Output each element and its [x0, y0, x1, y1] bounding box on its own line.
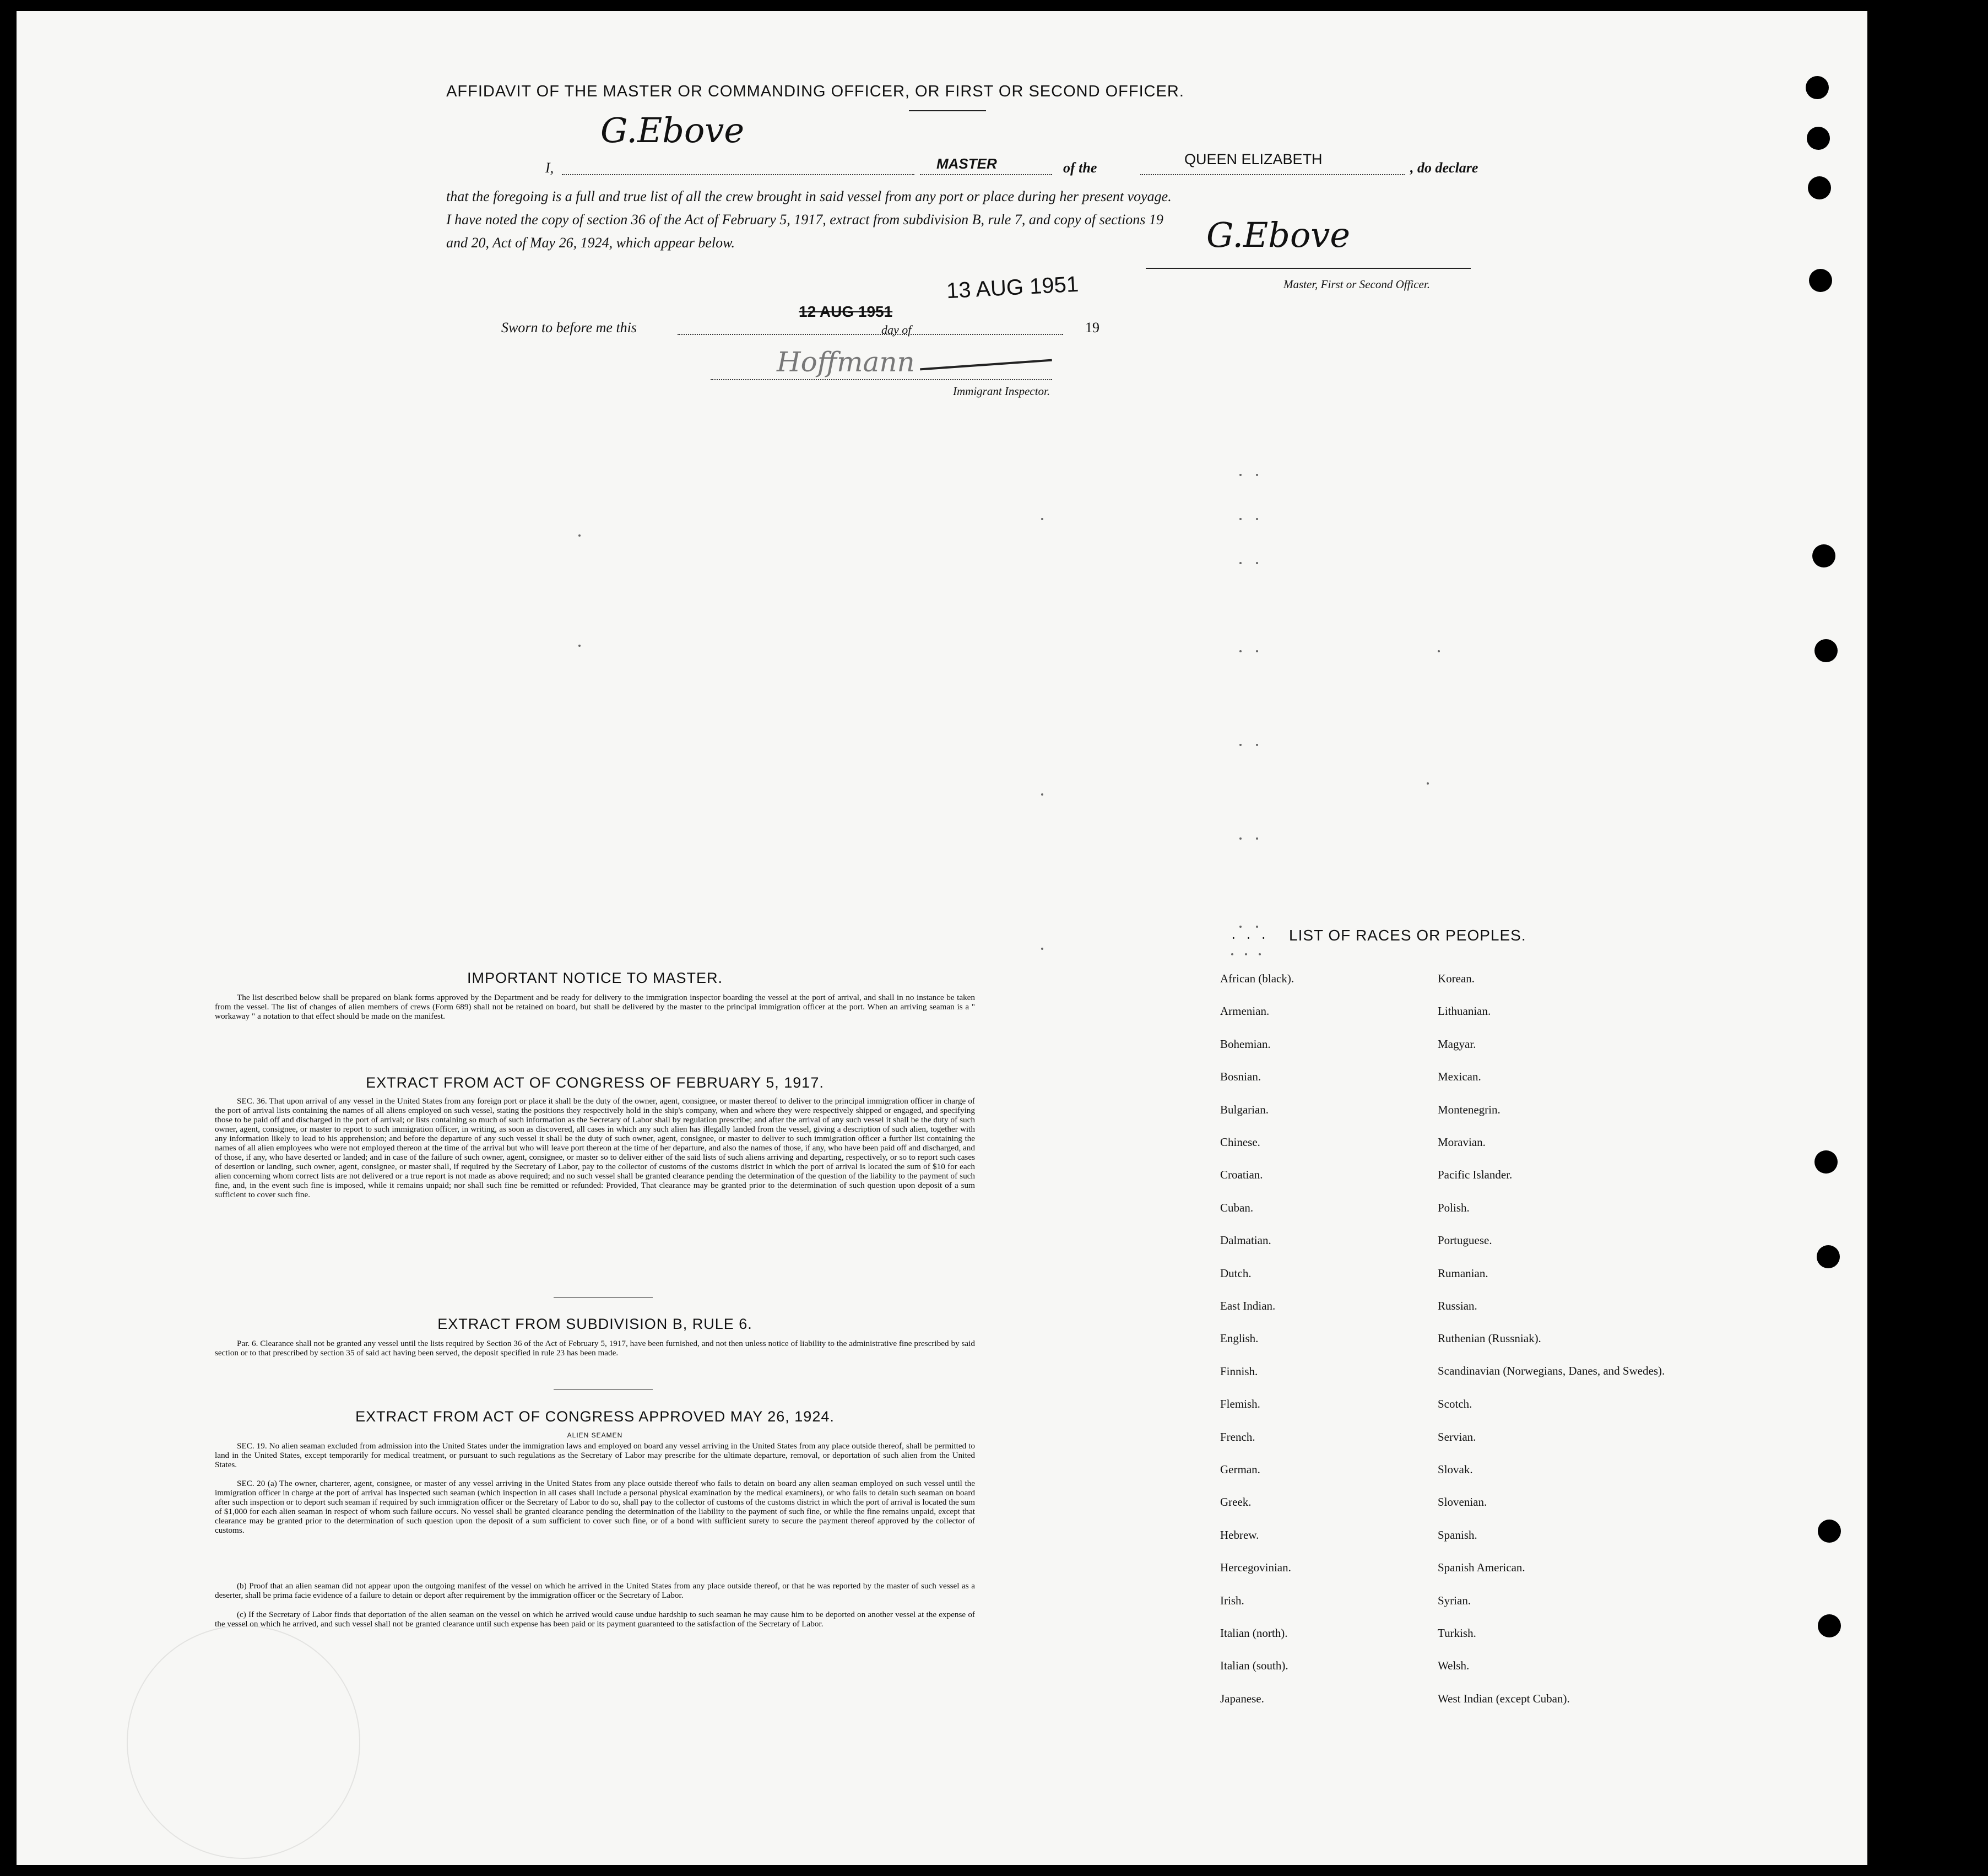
dot: [1239, 744, 1242, 746]
dot: [1245, 953, 1247, 955]
race-item: Magyar.: [1438, 1037, 1476, 1051]
race-item: Moravian.: [1438, 1136, 1486, 1149]
race-item: West Indian (except Cuban).: [1438, 1691, 1570, 1705]
officer-signature: G.Ebove: [1206, 215, 1351, 255]
dot: [1256, 744, 1258, 746]
extract-1924-title: EXTRACT FROM ACT OF CONGRESS APPROVED MAY 26, 1924.: [355, 1408, 835, 1425]
race-item: Scandinavian (Norwegians, Danes, and Swedes).: [1438, 1364, 1665, 1377]
year-suffix: 19: [1085, 320, 1099, 336]
dot: [1256, 474, 1258, 476]
race-item: French.: [1220, 1430, 1255, 1444]
punch-hole: [1818, 1520, 1841, 1543]
punch-hole: [1807, 127, 1830, 150]
sworn-label: Sworn to before me this: [501, 320, 637, 336]
do-declare: , do declare: [1410, 160, 1478, 176]
inspector-flourish: [920, 359, 1052, 371]
race-item: German.: [1220, 1463, 1260, 1476]
rank-value: MASTER: [936, 155, 997, 172]
dot: [1239, 650, 1242, 652]
race-item: English.: [1220, 1332, 1259, 1345]
punch-hole: [1806, 76, 1829, 99]
dot: [1256, 518, 1258, 520]
race-item: East Indian.: [1220, 1299, 1276, 1312]
officer-caption: Master, First or Second Officer.: [1283, 278, 1430, 291]
notice-title: IMPORTANT NOTICE TO MASTER.: [467, 970, 723, 986]
affidavit-body-line2: I have noted the copy of section 36 of the Act of February 5, 1917, extract from subdivision B, rule 7, and copy of sections 19: [446, 212, 1163, 228]
inspector-caption: Immigrant Inspector.: [953, 385, 1050, 398]
race-item: Italian (south).: [1220, 1659, 1288, 1673]
faint-seal-stamp: [127, 1625, 360, 1859]
name-line: [562, 174, 914, 175]
race-item: Portuguese.: [1438, 1234, 1492, 1247]
race-item: Rumanian.: [1438, 1266, 1488, 1280]
race-item: Irish.: [1220, 1593, 1244, 1607]
race-item: Spanish American.: [1438, 1561, 1525, 1575]
race-item: Polish.: [1438, 1201, 1470, 1214]
punch-hole: [1808, 176, 1831, 199]
race-item: Dutch.: [1220, 1266, 1252, 1280]
race-item: Bulgarian.: [1220, 1102, 1269, 1116]
rank-line: [920, 174, 1052, 175]
dot: [1239, 562, 1242, 564]
race-item: African (black).: [1220, 972, 1294, 985]
race-item: Servian.: [1438, 1430, 1476, 1444]
race-item: Bohemian.: [1220, 1037, 1271, 1051]
dot: [1239, 926, 1242, 928]
race-item: Russian.: [1438, 1299, 1477, 1312]
dot: [1427, 782, 1429, 785]
extract-1917-title: EXTRACT FROM ACT OF CONGRESS OF FEBRUARY 5, 1917.: [366, 1074, 824, 1091]
race-item: Japanese.: [1220, 1691, 1264, 1705]
race-item: Hercegovinian.: [1220, 1561, 1291, 1575]
race-item: Croatian.: [1220, 1168, 1263, 1182]
punch-hole: [1814, 639, 1838, 662]
extract-1917-text: SEC. 36. That upon arrival of any vessel in the United States from any foreign port or place it shall be the duty of the owner, agent, consignee, or master thereof to deliver to the principal immigration officer in charge of the port of arrival lists containing the names of all aliens employed on such vessel, stating the positions they respectively hold in the ship's company, when and where they were respectively shipped or engaged, and specifying those to be paid off and discharged in the port of arrival; or lists containing so much of such information as the Secretary of Labor shall by regulation prescribe; and after the arrival of any such vessel it shall be the duty of such owner, agent, consignee, or master to report to such immigration officer, in writing, as soon as discovered, all cases in which any such alien has illegally landed from the vessel, giving a description of such alien, together with any information likely to lead to his apprehension; and before the departure of any such vessel it shall be the duty of such owner, agent, consignee, or master to deliver to such immigration officer a further list containing the names of all alien employees who were not employed thereon at the time of the arrival but who will leave port thereon at the time of her departure, and also the names of those, if any, who have been paid off and discharged, and of those, if any, who have deserted or landed; and in case of the failure of such owner, agent, consignee, or master so to deliver either of the said lists of such aliens arriving and departing, respectively, or so to report such cases of desertion or landing, such owner, agent, consignee, or master shall, if required by the Secretary of Labor, pay to the collector of customs of the customs district in which the port of arrival is located the sum of $10 for each alien concerning whom correct lists are not delivered or a true report is not made as above required; and no such vessel shall be granted clearance pending the determination of the question of the liability to the payment of such fine, and, in the event such fine is imposed, while it remains unpaid; nor shall such fine be remitted or refunded: Provided, That clearance may be granted prior to the determination of such question upon deposit of a sum sufficient to cover such fine.: [215, 1096, 975, 1199]
dot: [1256, 926, 1258, 928]
alien-seamen-subtitle: ALIEN SEAMEN: [567, 1431, 623, 1439]
officer-signature-line: [1146, 268, 1471, 269]
dot: [1231, 953, 1233, 955]
punch-hole: [1817, 1245, 1840, 1268]
extract-1924-sec20c: (c) If the Secretary of Labor finds that deportation of the alien seaman on the vessel on which he arrived would cause undue hardship to such seaman he may cause him to be deported on another vessel at the expense of the vessel on which he arrived, and such vessel shall not be granted clearance until such expense has been paid or its payment guaranteed to the satisfaction of the Secretary of Labor.: [215, 1610, 975, 1629]
punch-hole: [1812, 544, 1835, 567]
day-of-label: day of: [881, 323, 912, 337]
race-item: Turkish.: [1438, 1626, 1476, 1640]
race-item: Scotch.: [1438, 1397, 1472, 1411]
dot: [1041, 793, 1043, 796]
dot: [1256, 837, 1258, 840]
i-label: I,: [545, 160, 554, 176]
race-item: Bosnian.: [1220, 1070, 1261, 1084]
notice-text: The list described below shall be prepared on blank forms approved by the Department and be ready for delivery to the immigration inspector boarding the vessel at the port of arrival, and shall in no instance be taken from the vessel. The list of changes of alien members of crews (Form 689) shall not be retained on board, but shall be delivered by the master to the principal immigration officer at the port. When an arriving seaman is a " workaway " a notation to that effect should be made on the manifest.: [215, 993, 975, 1021]
race-item: Italian (north).: [1220, 1626, 1288, 1640]
inspector-signature: Hoffmann: [777, 346, 915, 378]
race-item: Spanish.: [1438, 1528, 1477, 1542]
dot: [1041, 518, 1043, 520]
race-item: Dalmatian.: [1220, 1234, 1271, 1247]
race-item: Hebrew.: [1220, 1528, 1259, 1542]
extract-1924-sec20a: SEC. 20 (a) The owner, charterer, agent, consignee, or master of any vessel arriving in the United States from any place outside thereof who fails to detain on board any alien seaman employed on such vessel until the immigration officer in charge at the port of arrival has inspected such seaman (which inspection in all cases shall include a personal physical examination by the medical examiners), or who fails to detain such seaman on board after such inspection or to deport such seaman if required by such immigration officer or the Secretary of Labor to do so, shall pay to the collector of customs of the customs district in which the port of arrival is located the sum of $1,000 for each alien seaman in respect of whom such failure occurs. No vessel shall be granted clearance pending the determination of the liability to the payment of such fine, or while the fine remains unpaid, except that clearance may be granted prior to the determination of such question upon the deposit of a sum sufficient to cover such fine, or of a bond with sufficient surety to secure the payment thereof approved by the collector of customs.: [215, 1479, 975, 1535]
race-item: Chinese.: [1220, 1136, 1260, 1149]
race-item: Greek.: [1220, 1495, 1252, 1509]
race-item: Pacific Islander.: [1438, 1168, 1513, 1182]
race-item: Armenian.: [1220, 1004, 1270, 1018]
dot: [1239, 518, 1242, 520]
race-item: Korean.: [1438, 972, 1475, 985]
race-item: Slovak.: [1438, 1463, 1473, 1476]
stamp-date: 13 AUG 1951: [945, 272, 1080, 304]
extract-1924-sec20b: (b) Proof that an alien seaman did not appear upon the outgoing manifest of the vessel on which he arrived in the United States from any place outside thereof, or that he was reported by the master of such vessel as a deserter, shall be prima facie evidence of a failure to detain or deport after requirement by the immigration officer or the Secretary of Labor.: [215, 1581, 975, 1600]
dot: [1041, 948, 1043, 950]
race-item: Ruthenian (Russniak).: [1438, 1332, 1541, 1345]
dot: [1239, 837, 1242, 840]
dot: [578, 534, 581, 537]
title-rule: [909, 110, 986, 111]
dot: [1438, 650, 1440, 652]
dot: [578, 645, 581, 647]
affidavit-body-line3: and 20, Act of May 26, 1924, which appear below.: [446, 235, 735, 251]
affidavit-title: AFFIDAVIT OF THE MASTER OR COMMANDING OFFICER, OR FIRST OR SECOND OFFICER.: [446, 83, 1184, 100]
race-item: Mexican.: [1438, 1070, 1481, 1084]
sworn-line: [678, 334, 1063, 335]
of-the-label: of the: [1063, 160, 1097, 176]
dot: [1259, 953, 1261, 955]
race-item: Cuban.: [1220, 1201, 1254, 1214]
rule6-text: Par. 6. Clearance shall not be granted any vessel until the lists required by Section 36 of the Act of February 5, 1917, have been furnished, and not then unless notice of liability to the administrative fine prescribed by said section or to that prescribed by section 35 of said act having been served, the deposit specified in rule 23 has been made.: [215, 1339, 975, 1358]
dot: [1239, 474, 1242, 476]
rule6-title: EXTRACT FROM SUBDIVISION B, RULE 6.: [437, 1316, 752, 1332]
master-signature: G.Ebove: [600, 110, 745, 150]
punch-hole: [1814, 1150, 1838, 1174]
race-item: Montenegrin.: [1438, 1102, 1501, 1116]
struck-date: 12 AUG 1951: [799, 303, 893, 320]
extract-1924-sec19: SEC. 19. No alien seaman excluded from admission into the United States under the immigration laws and employed on board any vessel arriving in the United States from any place outside thereof, shall be permitted to land in the United States, except temporarily for medical treatment, or pursuant to such regulations as the Secretary of Labor may prescribe for the ultimate departure, removal, or deportation of such alien from the United States.: [215, 1441, 975, 1469]
dot: [1256, 650, 1258, 652]
race-item: Lithuanian.: [1438, 1004, 1491, 1018]
punch-hole: [1809, 269, 1832, 292]
race-item: Syrian.: [1438, 1593, 1471, 1607]
vessel-name: QUEEN ELIZABETH: [1184, 151, 1323, 167]
races-leader-dots: · · ·: [1231, 930, 1269, 946]
dot: [1256, 562, 1258, 564]
race-item: Slovenian.: [1438, 1495, 1487, 1509]
inspector-line: [711, 379, 1052, 380]
document-page: [17, 11, 1867, 1865]
affidavit-body-line1: that the foregoing is a full and true list of all the crew brought in said vessel from any port or place during her present voyage.: [446, 188, 1172, 204]
race-item: Flemish.: [1220, 1397, 1260, 1411]
punch-hole: [1818, 1614, 1841, 1637]
race-item: Welsh.: [1438, 1659, 1470, 1673]
races-title: LIST OF RACES OR PEOPLES.: [1289, 927, 1526, 944]
vessel-line: [1140, 174, 1405, 175]
race-item: Finnish.: [1220, 1364, 1258, 1378]
